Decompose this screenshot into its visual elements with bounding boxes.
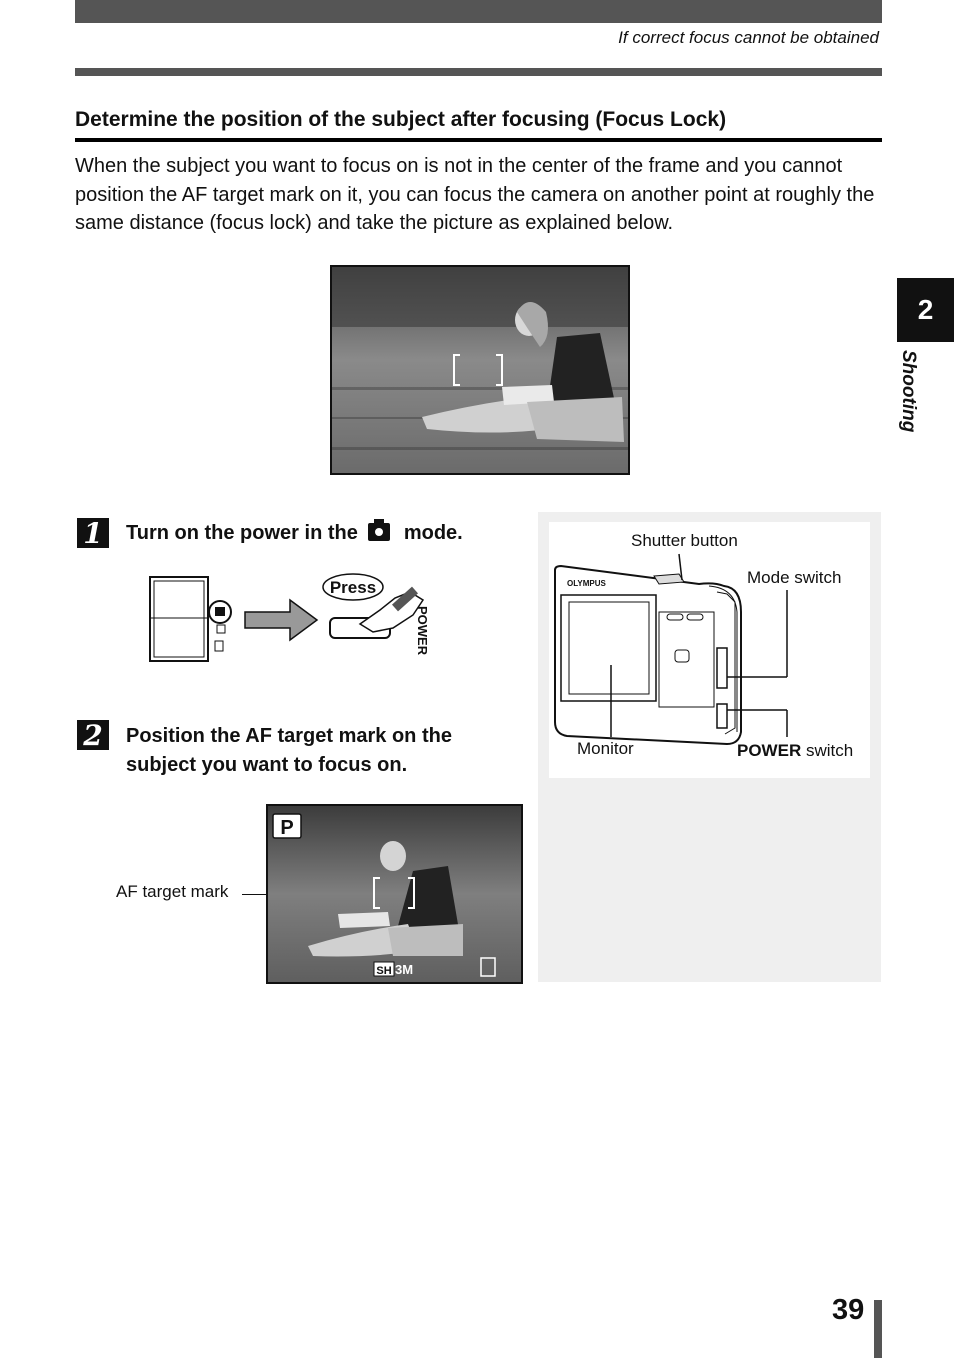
step-1-text-after: mode.	[403, 522, 463, 544]
page-number: 39	[832, 1294, 865, 1326]
page-edge-bar	[874, 1300, 882, 1358]
af-target-label: AF target mark	[116, 882, 229, 901]
power-on-illustration	[145, 570, 445, 670]
lcd-screen	[266, 804, 523, 984]
monitor-label: Monitor	[577, 739, 634, 758]
press-label: Press	[329, 578, 377, 597]
header-rule	[75, 68, 882, 76]
chapter-name-text: Shooting	[898, 350, 919, 433]
chapter-tab: 2	[897, 278, 954, 342]
lcd-size: 3M	[394, 962, 414, 977]
power-switch-label	[737, 741, 853, 761]
lcd-quality: SH	[376, 965, 392, 977]
camera-brand: OLYMPUS	[567, 579, 606, 588]
chapter-name	[893, 350, 919, 450]
step-1-number: 1	[77, 518, 109, 548]
power-switch-rest: switch	[801, 741, 854, 760]
camera-mode-icon	[368, 523, 390, 541]
step-1-text-before: Turn on the power in the	[126, 522, 358, 544]
section-title: Determine the position of the subject after focusing (Focus Lock)	[75, 108, 882, 142]
power-illustration	[145, 570, 445, 670]
power-label: POWER	[415, 606, 430, 656]
woman-on-grass-image	[332, 267, 628, 473]
lcd-preview-image	[268, 806, 521, 982]
focus-lock-photo	[330, 265, 630, 475]
step-1-text	[126, 519, 463, 548]
step-2-text: Position the AF target mark on the subject you want to focus on.	[126, 725, 452, 776]
shutter-button-label: Shutter button	[631, 531, 738, 550]
header-bar	[75, 0, 882, 23]
intro-paragraph: When the subject you want to focus on is not in the center of the frame and you cannot position the AF target mark on it, you can focus the camera on another point at roughly the same distance (focus lock) and take the picture as explained below.	[75, 155, 875, 234]
mode-switch-label: Mode switch	[747, 568, 842, 587]
running-title: If correct focus cannot be obtained	[618, 28, 879, 47]
power-switch-bold: POWER	[737, 741, 802, 760]
lcd-mode: P	[280, 817, 294, 839]
af-label-leader	[242, 894, 268, 895]
step-2-number: 2	[77, 720, 109, 750]
